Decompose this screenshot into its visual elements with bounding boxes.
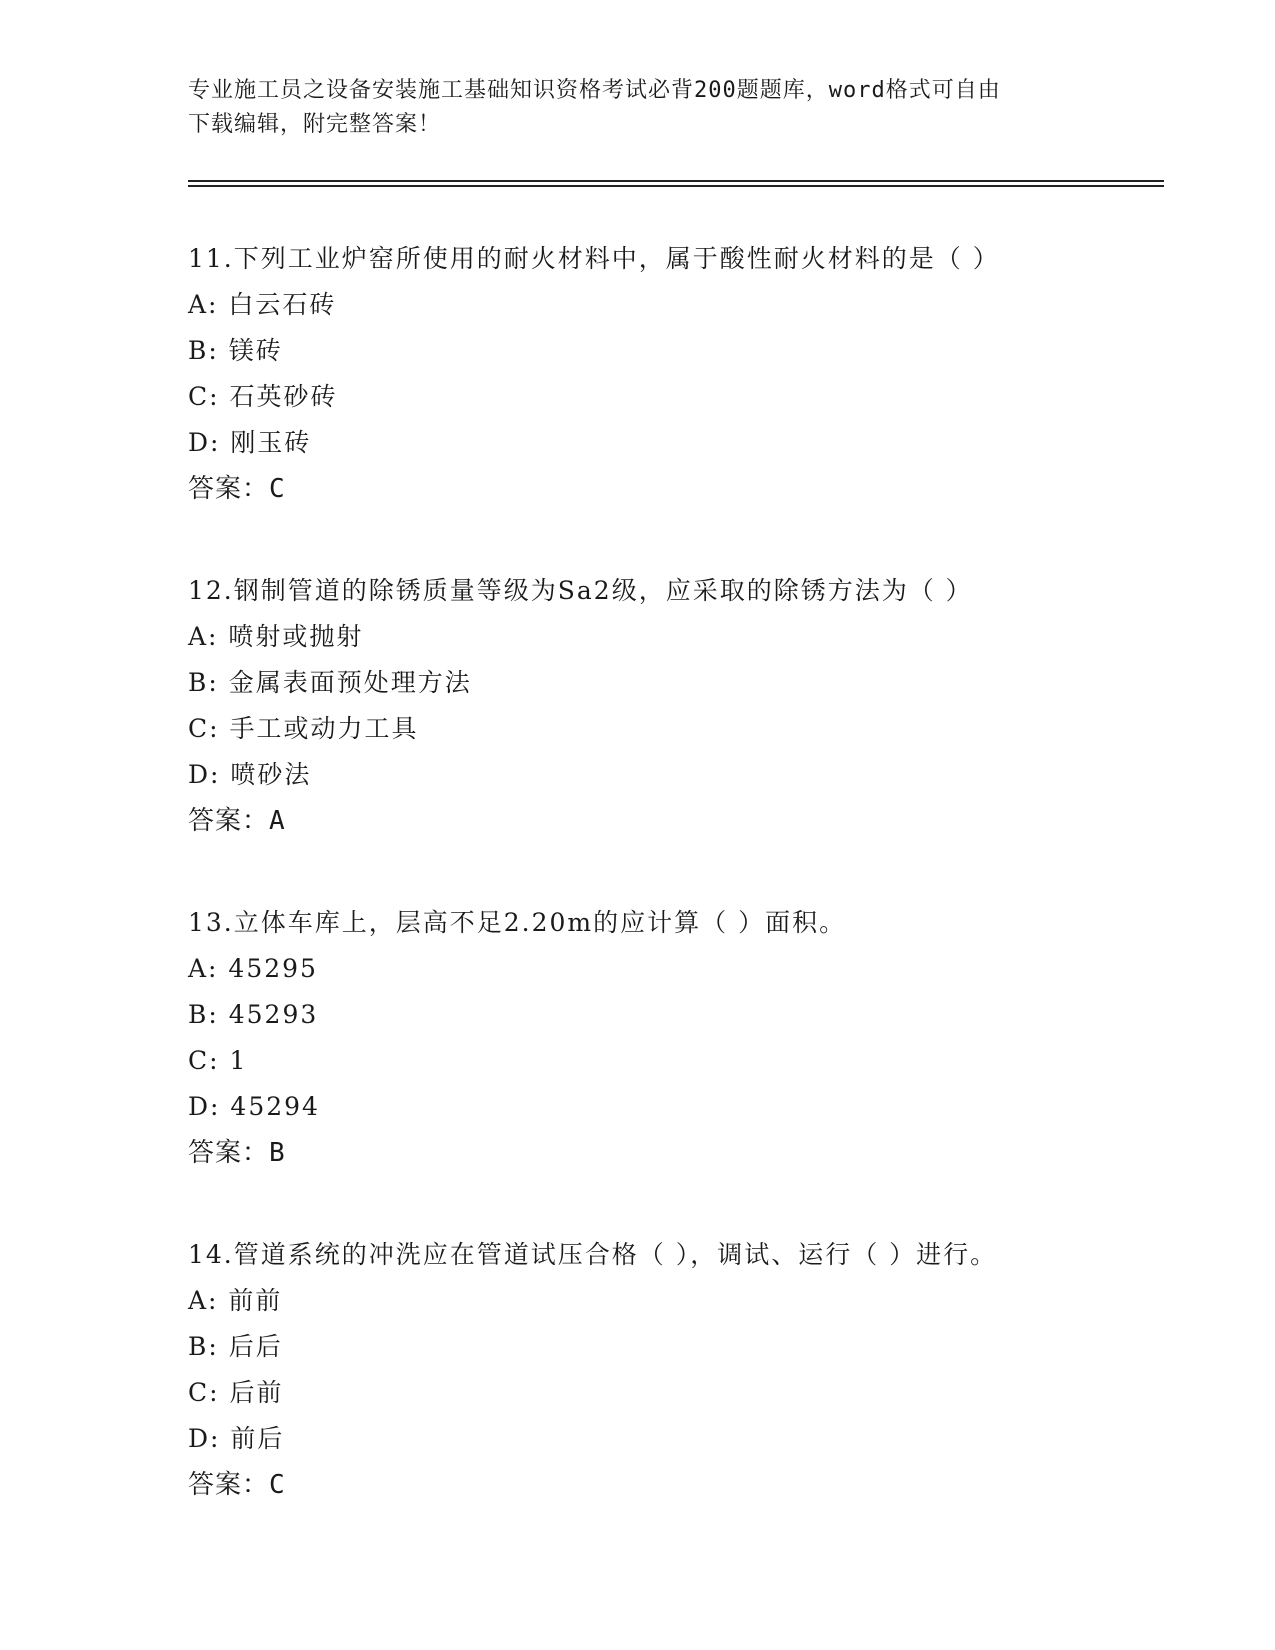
answer-line: 答案：C [188,474,286,504]
question-stem: 12.钢制管道的除锈质量等级为Sa2级，应采取的除锈方法为（ ） [188,576,973,605]
option-d: D: 45294 [188,1092,320,1121]
document-header [188,74,1088,142]
option-a: A: 喷射或抛射 [188,622,364,651]
header-line-2: 下载编辑，附完整答案！ [188,112,442,137]
header-divider-top [188,180,1164,182]
option-a: A: 前前 [188,1286,283,1315]
question-stem: 14.管道系统的冲洗应在管道试压合格（ ），调试、运行（ ）进行。 [188,1240,998,1269]
question-12 [188,568,1168,844]
option-c: C: 石英砂砖 [188,382,338,411]
option-d: D: 刚玉砖 [188,428,312,457]
header-line-1: 专业施工员之设备安装施工基础知识资格考试必背200题题库，word格式可自由 [188,78,1001,103]
answer-line: 答案：C [188,1470,286,1500]
answer-line: 答案：A [188,806,286,836]
option-b: B: 45293 [188,1000,319,1029]
option-c: C: 1 [188,1046,248,1075]
option-b: B: 后后 [188,1332,283,1361]
header-divider-bottom [188,185,1164,187]
option-a: A: 白云石砖 [188,290,337,319]
answer-line: 答案：B [188,1138,286,1168]
option-c: C: 手工或动力工具 [188,714,419,743]
option-d: D: 前后 [188,1424,285,1453]
option-b: B: 镁砖 [188,336,283,365]
option-c: C: 后前 [188,1378,284,1407]
option-a: A: 45295 [188,954,318,983]
question-11 [188,236,1168,512]
option-b: B: 金属表面预处理方法 [188,668,472,697]
question-stem: 13.立体车库上，层高不足2.20m的应计算（ ）面积。 [188,908,847,937]
question-stem: 11.下列工业炉窑所使用的耐火材料中，属于酸性耐火材料的是（ ） [188,244,1000,273]
question-13 [188,900,1168,1176]
question-14 [188,1232,1168,1508]
question-list [188,236,1168,1564]
option-d: D: 喷砂法 [188,760,312,789]
